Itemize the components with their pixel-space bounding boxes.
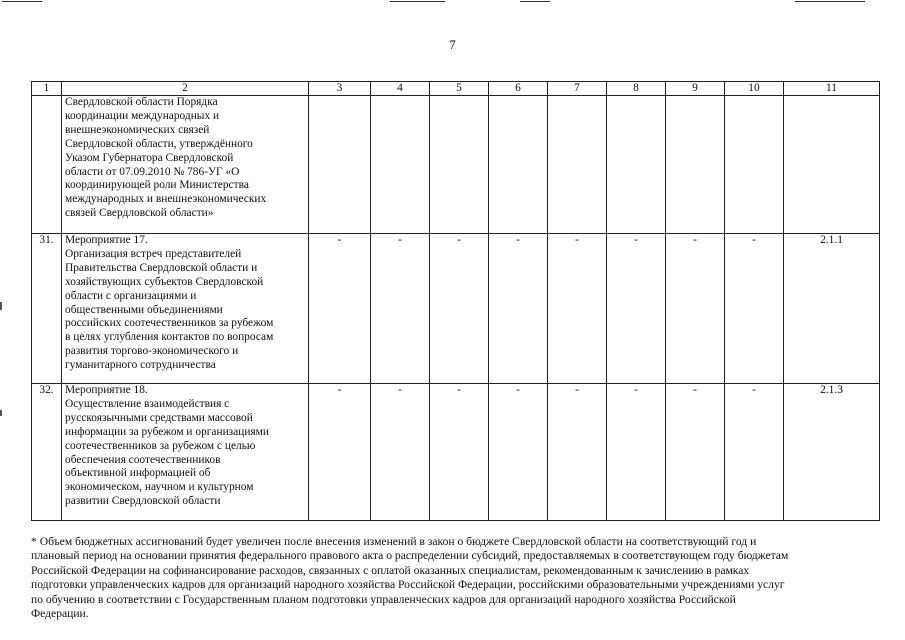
- value-cell: -: [725, 234, 784, 384]
- table-row: [32, 384, 880, 521]
- value-cell: [371, 96, 430, 234]
- measures-table: [31, 81, 880, 521]
- footnote: * Объем бюджетных ассигнований будет увеличен после внесения изменений в закон о бюджете Свердловской области на соответствующий год и плановый период на основании принятия федерального правового акта о распределении субсидий, предоставляемых в соответствующем году бюджетам Российской Федерации на софинансирование расходов, связанных с оплатой оказанных специалистам, рекомендованным к зачислению в рамках подготовки управленческих кадров для организаций народного хозяйства Российской Федерации, российскими образовательными учреждениями услуг по обучению в соответствии с Государственным планом подготовки управленческих кадров для организаций народного хозяйства Российской Федерации.: [31, 535, 789, 621]
- value-cell: -: [430, 384, 489, 521]
- target-code-cell: 2.1.3: [784, 384, 880, 521]
- table-row: [32, 96, 880, 234]
- measure-description-cell: Мероприятие 17. Организация встреч представителей Правительства Свердловской области и хозяйствующих субъектов Свердловской области с организациями и общественными объединениями российских соотечественников за рубежом в целях углубления контактов по вопросам развития торгово-экономического и гуманитарного сотрудничества: [62, 234, 309, 384]
- value-cell: [548, 96, 607, 234]
- header-cell: 4: [371, 82, 430, 96]
- header-cell: 5: [430, 82, 489, 96]
- value-cell: -: [489, 384, 548, 521]
- header-cell: 8: [607, 82, 666, 96]
- value-cell: -: [430, 234, 489, 384]
- target-code-cell: 2.1.1: [784, 234, 880, 384]
- top-edge-marks: [0, 0, 905, 6]
- value-cell: [607, 96, 666, 234]
- value-cell: -: [309, 234, 371, 384]
- value-cell: -: [371, 234, 430, 384]
- value-cell: [666, 96, 725, 234]
- measure-description-cell: Свердловской области Порядка координации международных и внешнеэкономических связей Свердловской области, утверждённого Указом Губернатора Свердловской области от 07.09.2010 № 786-УГ «О координирующей роли Министерства международных и внешнеэкономических связей Свердловской области»: [62, 96, 309, 234]
- value-cell: -: [725, 384, 784, 521]
- left-edge-mark: [0, 302, 2, 310]
- measure-description-cell: Мероприятие 18. Осуществление взаимодействия с русскоязычными средствами массовой информации за рубежом и организациями соотечественников за рубежом с целью обеспечения соотечественников объективной информацией об экономическом, научном и культурном развитии Свердловской области: [62, 384, 309, 521]
- table-header: [32, 82, 880, 96]
- value-cell: -: [666, 234, 725, 384]
- header-cell: 6: [489, 82, 548, 96]
- value-cell: -: [607, 234, 666, 384]
- value-cell: -: [607, 384, 666, 521]
- table-row: [32, 234, 880, 384]
- value-cell: -: [309, 384, 371, 521]
- value-cell: [309, 96, 371, 234]
- target-code-cell: [784, 96, 880, 234]
- value-cell: [430, 96, 489, 234]
- header-cell: 10: [725, 82, 784, 96]
- value-cell: -: [666, 384, 725, 521]
- left-edge-mark: [0, 410, 2, 416]
- header-cell: 2: [62, 82, 309, 96]
- value-cell: [725, 96, 784, 234]
- value-cell: -: [548, 384, 607, 521]
- row-number-cell: [32, 96, 62, 234]
- page-number: 7: [449, 37, 456, 52]
- header-cell: 1: [32, 82, 62, 96]
- table-body: [32, 96, 880, 521]
- row-number-cell: 32.: [32, 384, 62, 521]
- row-number-cell: 31.: [32, 234, 62, 384]
- value-cell: [489, 96, 548, 234]
- header-cell: 11: [784, 82, 880, 96]
- header-cell: 7: [548, 82, 607, 96]
- header-row: [32, 82, 880, 96]
- header-cell: 9: [666, 82, 725, 96]
- value-cell: -: [371, 384, 430, 521]
- header-cell: 3: [309, 82, 371, 96]
- value-cell: -: [489, 234, 548, 384]
- value-cell: -: [548, 234, 607, 384]
